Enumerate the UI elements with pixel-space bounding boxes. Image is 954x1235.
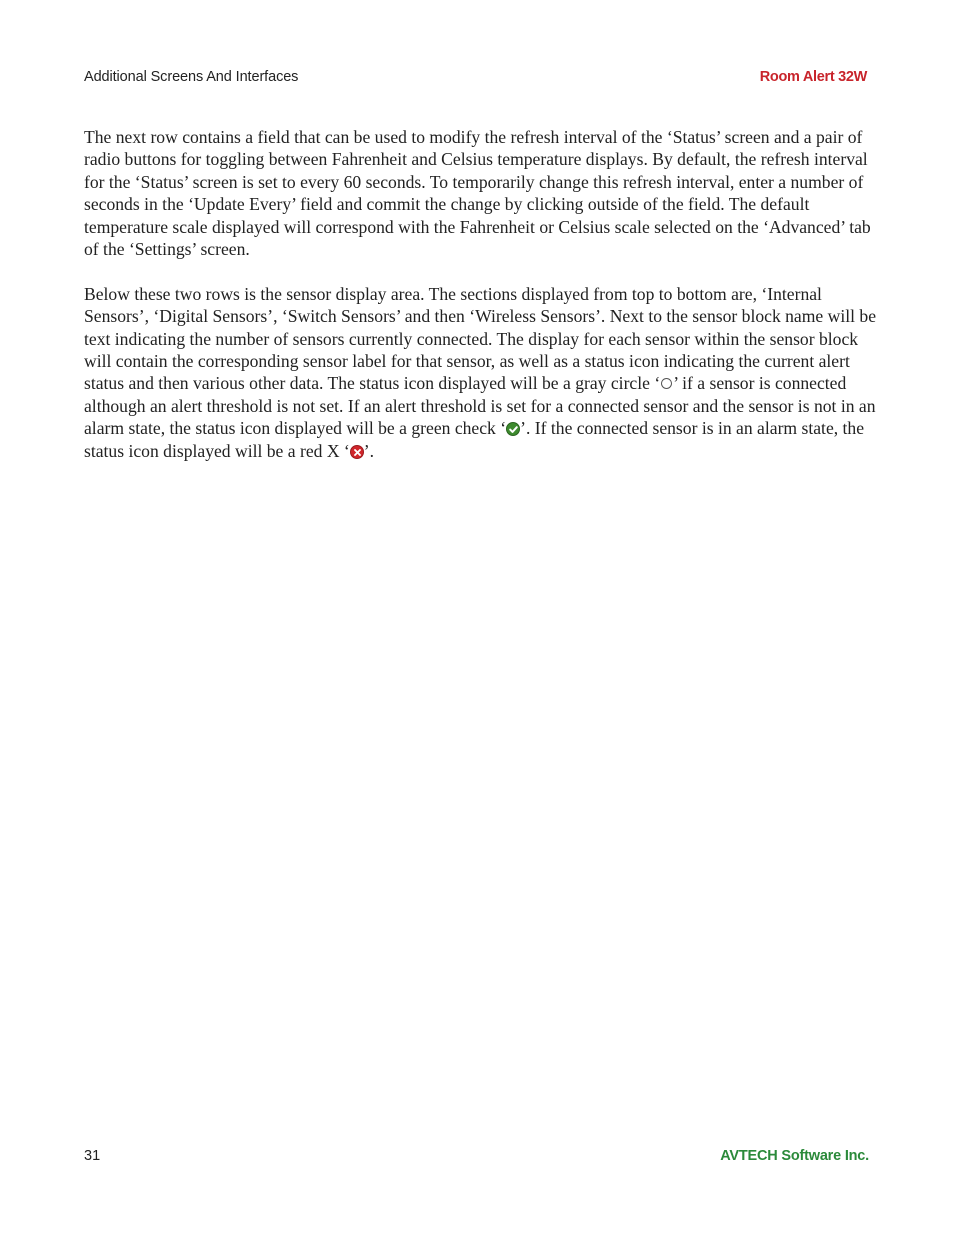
- paragraph-refresh-interval: The next row contains a field that can be used to modify the refresh interval of the ‘Status’ screen and a pair of radio buttons for toggling between Fahrenheit and Celsius temperature displays. By default, the refresh interval for the ‘Status’ screen is set to every 60 seconds. To temporarily change this refresh interval, enter a number of seconds in the ‘Update Every’ field and commit the change by clicking outside of the field. The default temperature scale displayed will correspond with the Fahrenheit or Celsius scale selected on the ‘Advanced’ tab of the ‘Settings’ screen.: [84, 127, 871, 260]
- page-number: 31: [84, 1148, 101, 1164]
- paragraph-text-part-3: ’. If the connected sensor is in an alarm state, the status icon displayed will be a red X ‘: [84, 418, 865, 461]
- red-x-icon: [350, 445, 364, 459]
- footer-company-name: AVTECH Software Inc.: [720, 1148, 869, 1164]
- gray-circle-icon: [661, 378, 672, 389]
- paragraph-sensor-display: [84, 283, 884, 462]
- paragraph-text-part-1: Below these two rows is the sensor display area. The sections displayed from top to bottom are, ‘Internal Sensors’, ‘Digital Sensors’, ‘Switch Sensors’ and then ‘Wireless Sensors’. Next to the sensor block name will be text indicating the number of sensors currently connected. The display for each sensor within the sensor block will contain the corresponding sensor label for that sensor, as well as a status icon indicating the current alert status and then various other data. The status icon displayed will be a gray circle ‘: [84, 283, 877, 394]
- header-section-title: Additional Screens And Interfaces: [84, 69, 299, 85]
- body-content: [84, 126, 884, 462]
- green-check-icon: [506, 422, 520, 436]
- header-product-name: Room Alert 32W: [759, 69, 867, 85]
- paragraph-text-part-2: ’ if a sensor is connected although an alert threshold is not set. If an alert threshold is set for a connected sensor and the sensor is not in an alarm state, the status icon displayed will be a green check ‘: [84, 373, 876, 439]
- paragraph-text-part-4: ’.: [363, 440, 375, 461]
